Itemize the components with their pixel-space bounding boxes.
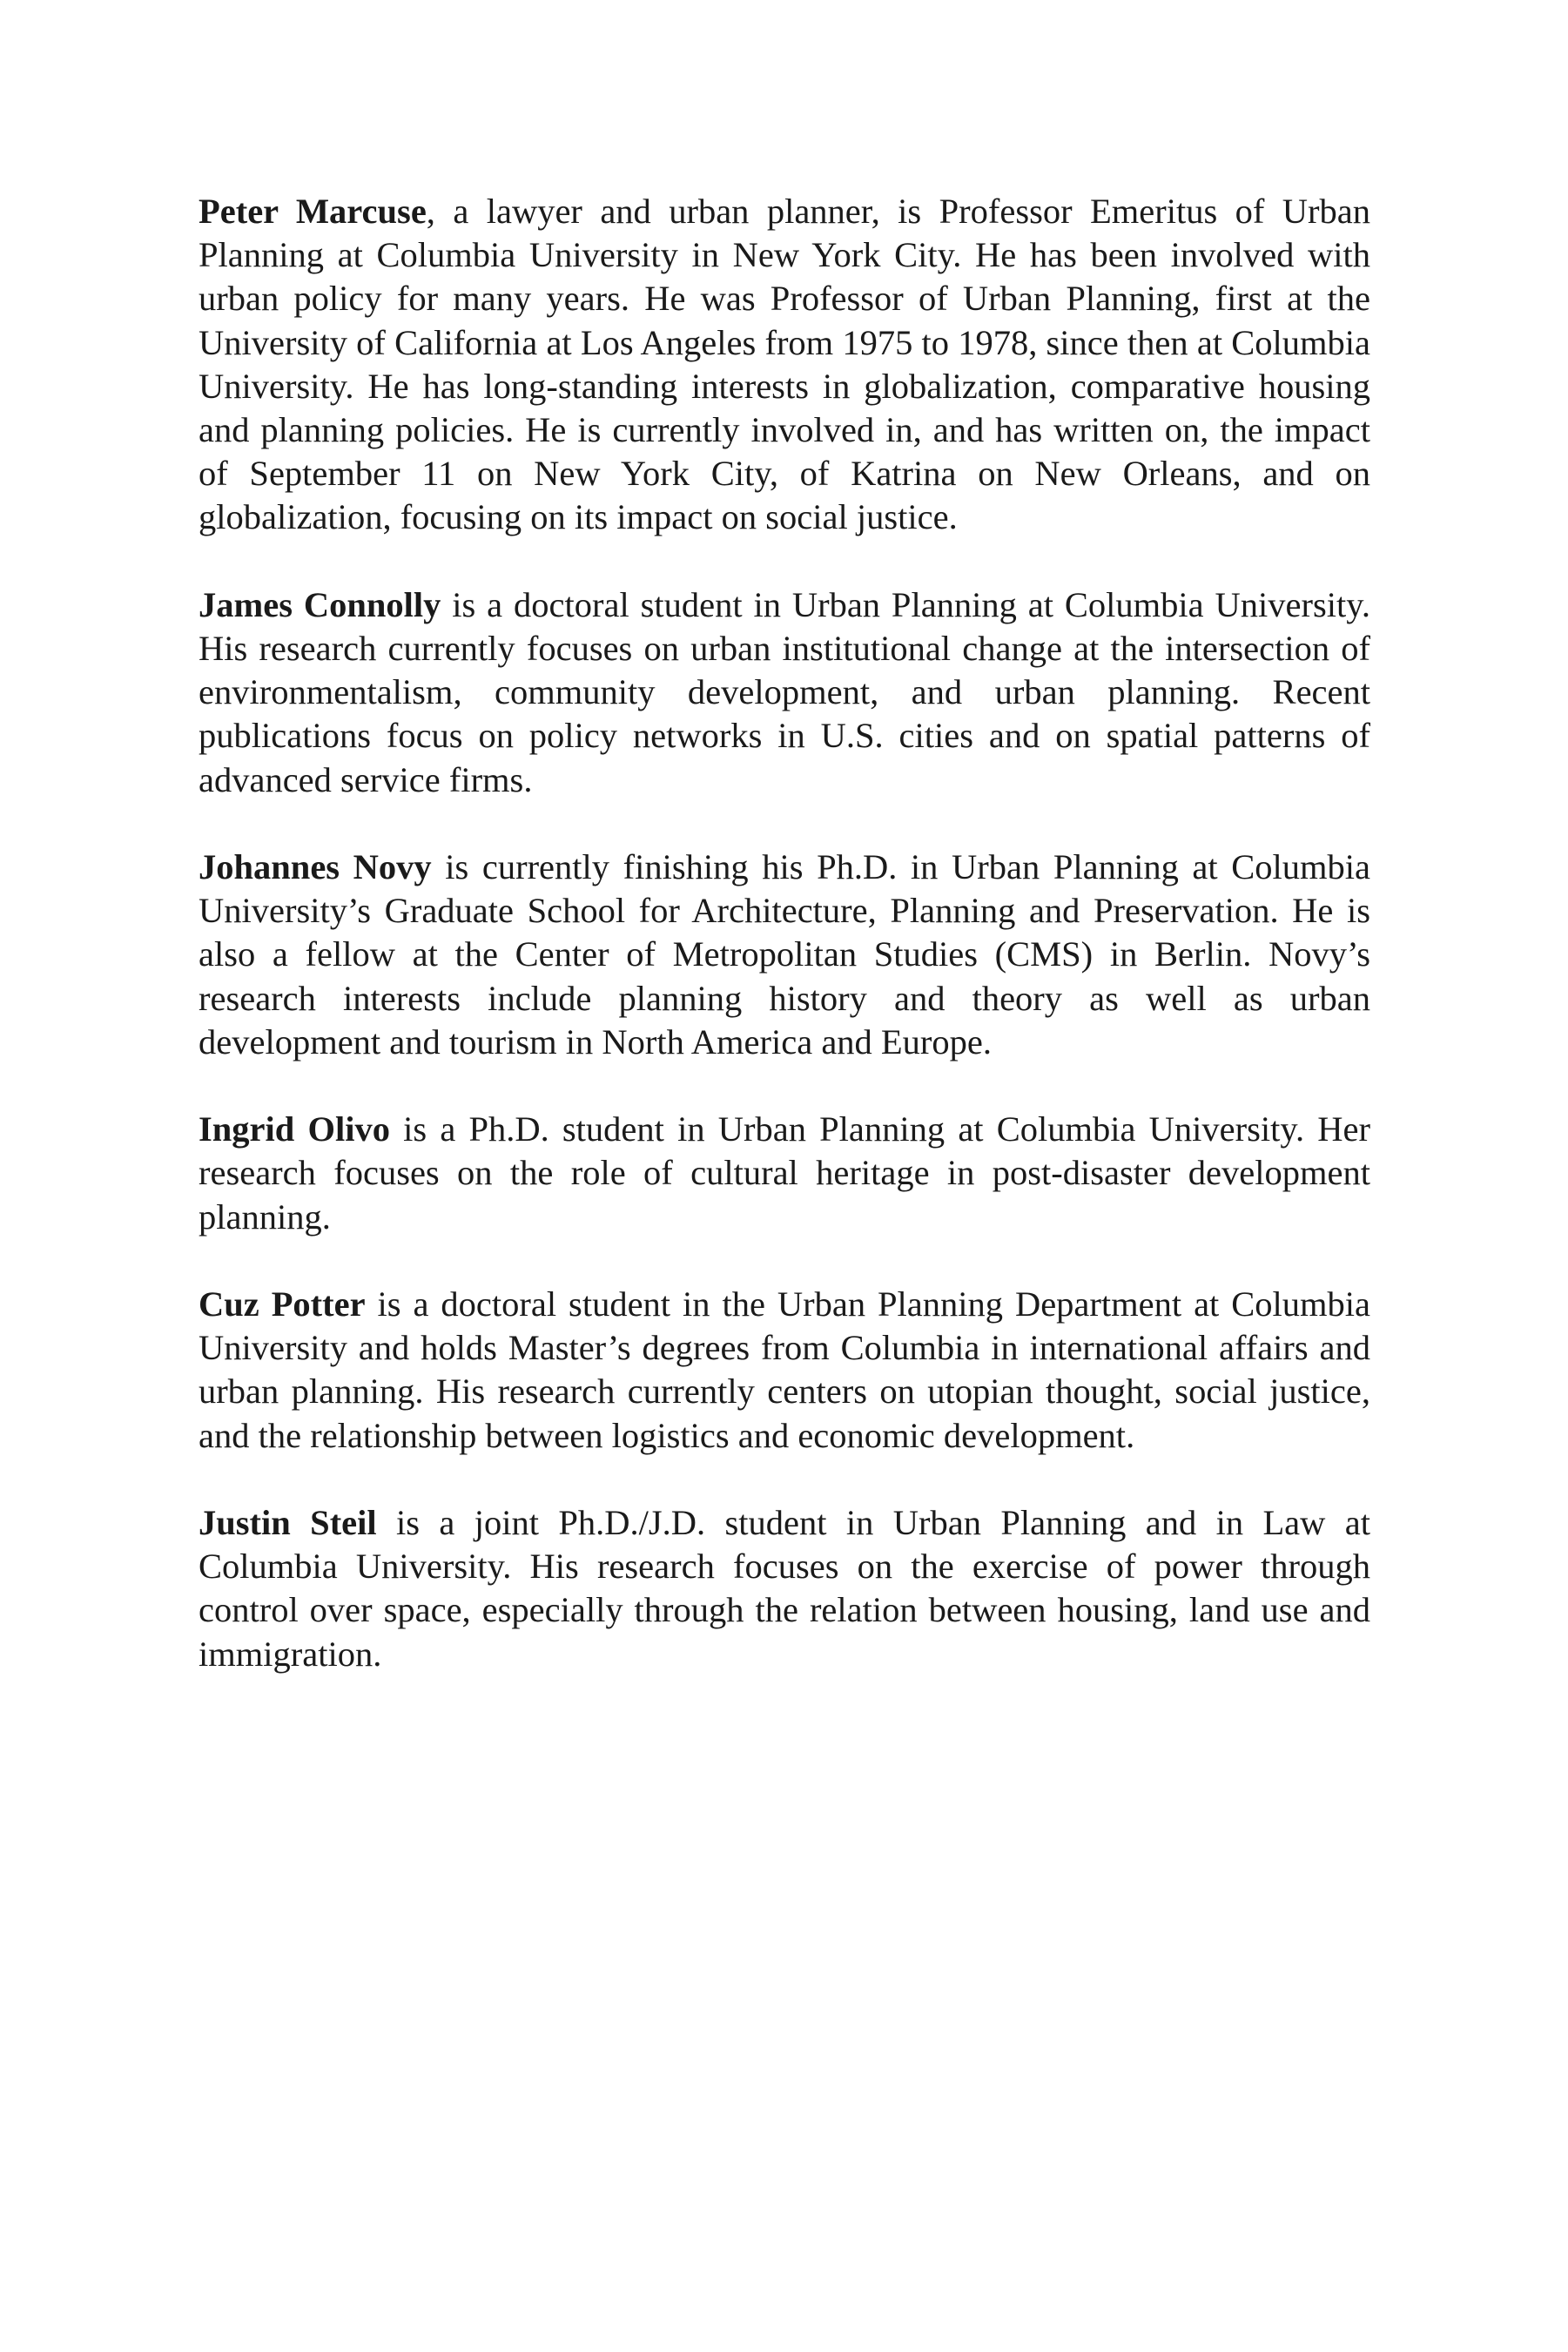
bio-name: Justin Steil	[199, 1503, 377, 1543]
bio-ingrid-olivo	[199, 1108, 1370, 1239]
contributor-bios	[199, 190, 1370, 1720]
bio-text: is a joint Ph.D./J.D. student in Urban Planning and in Law at Columbia University. His research focuses on the exercise of power through control over space, especially through the relation between housing, land use and immigration.	[199, 1503, 1371, 1674]
bio-text: is currently finishing his Ph.D. in Urban Planning at Columbia University’s Graduate School for Architecture, Planning and Preservation. He is also a fellow at the Center of Metropolitan Studies (CMS) in Berlin. Novy’s research interests include planning history and theory as well as urban development and tourism in North America and Europe.	[199, 847, 1370, 1061]
bio-name: James Connolly	[199, 584, 441, 624]
bio-johannes-novy	[199, 846, 1370, 1064]
bio-justin-steil	[199, 1501, 1370, 1676]
bio-name: Cuz Potter	[199, 1284, 366, 1324]
bio-text: , a lawyer and urban planner, is Professor Emeritus of Urban Planning at Columbia University in New York City. He has been involved with urban policy for many years. He was Professor of Urban Planning, first at the University of California at Los Angeles from 1975 to 1978, since then at Columbia University. He has long-standing interests in globalization, comparative housing and planning policies. He is currently involved in, and has written on, the impact of September 11 on New York City, of Katrina on New Orleans, and on globalization, focusing on its impact on social justice.	[199, 192, 1370, 537]
bio-name: Peter Marcuse	[199, 192, 427, 231]
bio-text: is a Ph.D. student in Urban Planning at Columbia University. Her research focuses on the role of cultural heritage in post-disaster development planning.	[199, 1109, 1370, 1237]
bio-james-connolly	[199, 583, 1370, 802]
bio-peter-marcuse	[199, 190, 1370, 540]
bio-text: is a doctoral student in the Urban Planning Department at Columbia University and holds Master’s degrees from Columbia in international affairs and urban planning. His research currently centers on utopian thought, social justice, and the relationship between logistics and economic development.	[199, 1284, 1370, 1455]
bio-name: Ingrid Olivo	[199, 1109, 390, 1149]
bio-name: Johannes Novy	[199, 847, 432, 887]
bio-text: is a doctoral student in Urban Planning at Columbia University. His research currently focuses on urban institutional change at the intersection of environmentalism, community development, and urban planning. Recent publications focus on policy networks in U.S. cities and on spatial patterns of advanced service firms.	[199, 584, 1370, 799]
bio-cuz-potter	[199, 1283, 1370, 1458]
